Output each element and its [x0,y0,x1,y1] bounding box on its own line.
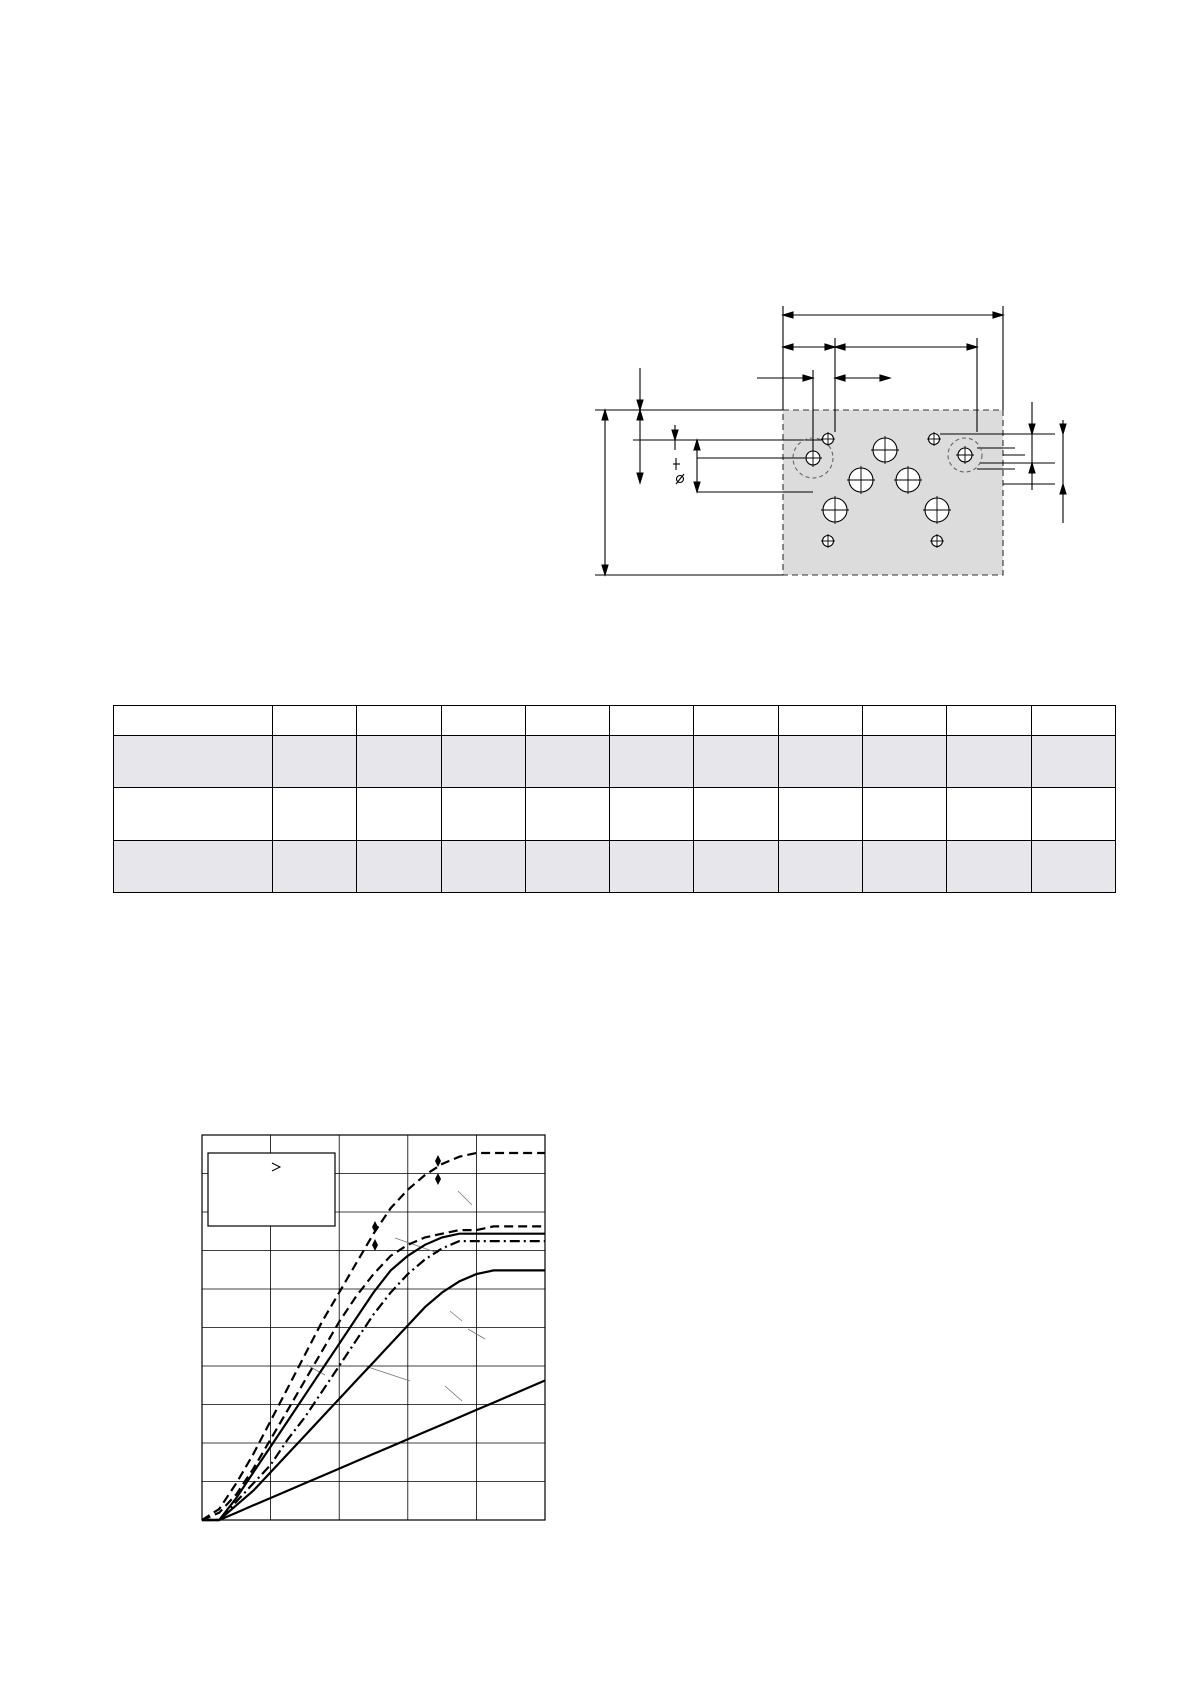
dimension-arrow [880,375,890,381]
dimension-arrow [835,375,845,381]
table-cell [947,788,1031,840]
table-cell [441,788,525,840]
table-cell [1031,788,1115,840]
mounting-surface-plate [783,410,1003,575]
direction-markers [372,1155,441,1251]
table-cell [525,706,609,736]
table-cell [441,840,525,892]
table-header-row [114,706,1116,736]
dimension-arrow [993,312,1003,318]
table-cell [525,788,609,840]
table-cell [1031,840,1115,892]
dimension-arrow [1060,484,1066,494]
series-line-4 [202,1241,545,1520]
table-cell [357,735,441,787]
dimension-arrow [672,430,678,440]
table-cell [273,788,357,840]
table-cell [610,788,694,840]
dimension-arrow [694,482,700,492]
table-cell [114,706,273,736]
table-cell [114,840,273,892]
series-line-6 [202,1381,545,1521]
table-cell [610,706,694,736]
table-cell [694,735,778,787]
diamond-marker-icon [372,1239,378,1251]
table-cell [778,735,862,787]
table-cell [357,788,441,840]
table-cell [114,735,273,787]
dimension-arrow [835,344,845,350]
table-cell [694,788,778,840]
diamond-marker-icon [435,1173,441,1185]
table-cell [114,788,273,840]
dimension-table [113,705,1116,893]
characteristic-curve-chart [200,1133,555,1533]
table-row [114,788,1116,840]
dimension-arrow [602,410,608,420]
table-cell [357,706,441,736]
dimension-arrow [1060,424,1066,434]
table-cell [778,706,862,736]
table-cell [947,706,1031,736]
diamond-marker-icon [435,1155,441,1167]
dimension-arrow [602,565,608,575]
mounting-surface-drawing [585,290,1085,590]
table-cell [525,840,609,892]
table-cell [778,788,862,840]
table-cell [778,840,862,892]
dimension-arrow [637,410,643,420]
dimension-arrow [803,375,813,381]
table-cell [947,735,1031,787]
dimension-arrow [694,440,700,450]
table-cell [694,840,778,892]
table-row [114,735,1116,787]
dimension-arrow [637,473,643,483]
table-cell [525,735,609,787]
dimension-arrow [783,312,793,318]
dimension-arrow [1029,463,1035,473]
table-cell [863,788,947,840]
table-cell [441,706,525,736]
table-row [114,840,1116,892]
table-cell [273,706,357,736]
dimension-arrow [783,344,793,350]
table-cell [694,706,778,736]
chart-legend-box [208,1153,335,1226]
table-cell [863,840,947,892]
table-cell [610,840,694,892]
dimension-arrow [1029,424,1035,434]
table-cell [357,840,441,892]
table-cell [1031,735,1115,787]
table-cell [863,706,947,736]
table-cell [441,735,525,787]
dimension-arrow [967,344,977,350]
table-cell [273,735,357,787]
series-line-3 [202,1234,545,1520]
table-cell [610,735,694,787]
table-cell [947,840,1031,892]
table-cell [863,735,947,787]
table-cell [273,840,357,892]
table-cell [1031,706,1115,736]
